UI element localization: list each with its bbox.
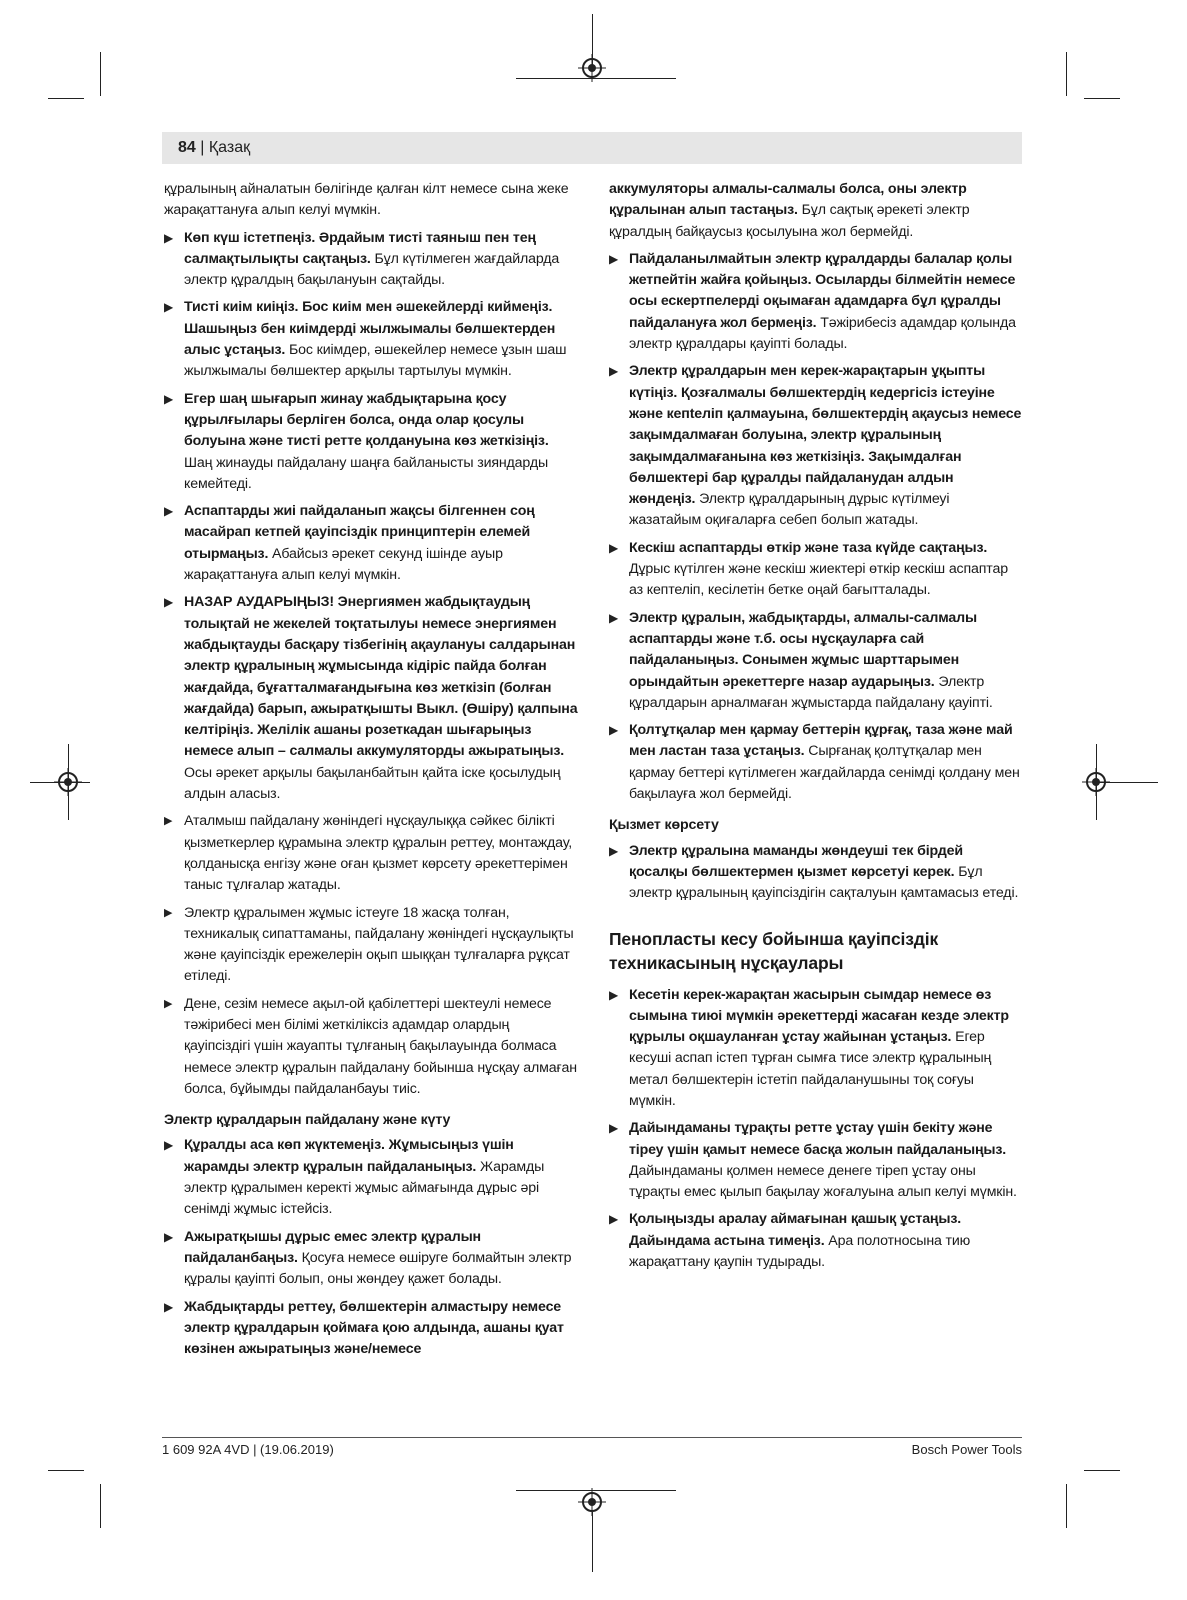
bullet-arrow-icon: ▶ (164, 906, 173, 919)
list-item (164, 1297, 578, 1361)
item-text: құралының айналатын бөлігінде қалған кілт немесе сына жеке жарақаттануға алып келуі мүмкін. (164, 181, 569, 219)
bullet-arrow-icon: ▶ (164, 504, 174, 519)
crop-mark (1096, 744, 1097, 820)
item-text: Егер кесуші аспап істеп тұрған сымға тисе электр құралының метал бөлшектерін істетіп пайдаланушыны тоқ соғуы мүмкін. (629, 1029, 992, 1109)
list-item (164, 1227, 578, 1291)
continued-paragraph (609, 179, 1023, 243)
list-item (609, 1209, 1023, 1273)
item-emphasis: Қолтұтқалар мен қармау беттерін құрғақ, таза және май мен ластан таза ұстаңыз. (629, 722, 1013, 760)
item-emphasis: Дайындаманы тұрақты ретте ұстау үшін бекіту және тіреу үшін қамыт немесе басқа жолын пайдаланыңыз. (629, 1120, 1007, 1158)
page-number: 84 (178, 139, 196, 156)
bullet-arrow-icon: ▶ (164, 997, 173, 1010)
crop-mark (592, 1512, 593, 1572)
list-item (164, 592, 578, 805)
crop-mark (1098, 782, 1158, 783)
item-emphasis: Кесетін керек-жарақтан жасырын сымдар немесе өз сымына тиюі мүмкін әрекеттерді жасаған кезде электр құрылы оқшауланған ұстау жайынан ұстаңыз. (629, 986, 1009, 1046)
list-item (164, 501, 578, 586)
item-emphasis: Электр құралына маманды жөндеуші тек бірдей қосалқы бөлшектермен қызмет көрсетуі керек. (629, 842, 963, 880)
list-item (609, 361, 1023, 531)
bullet-arrow-icon: ▶ (164, 1229, 174, 1244)
crop-mark (30, 782, 90, 783)
item-emphasis: Аспаптарды жиі пайдаланып жақсы білгеннен соң масайрап кетпей қауіпсіздік принциптерін елемей отырмаңыз. (184, 503, 535, 562)
item-emphasis: Жабдықтарды реттеу, бөлшектерін алмастыру немесе электр құралдарын қоймаға қою алдында, ашаны қуат көзінен ажыратыңыз және/немесе (184, 1298, 564, 1358)
item-emphasis: аккумуляторы алмалы-салмалы болса, оны электр құралынан алып тастаңыз. (609, 181, 967, 219)
crop-mark (48, 98, 84, 99)
list-item (609, 249, 1023, 355)
item-text: Электр құралдарын арналмаған жұмыстарда пайдалану қауіпті. (629, 673, 993, 711)
bullet-arrow-icon: ▶ (164, 1299, 174, 1314)
right-column (609, 179, 1023, 1279)
bullet-arrow-icon: ▶ (164, 815, 173, 828)
item-text: Дене, сезім немесе ақыл-ой қабілеттері шектеулі немесе тәжірибесі мен білімі жеткіліксіз адамдар олардың қауіпсіздігі үшін жауапты тұлғаның бақылауында болмаса немесе электр құралын пайдалану бойынша нұсқау алмаған болса, бұйымды пайдаланбауы тиіс. (184, 995, 577, 1097)
left-column (164, 179, 578, 1366)
item-emphasis: Қолыңызды аралау аймағынан қашық ұстаңыз. Дайындама астына тимеңіз. (629, 1211, 962, 1249)
item-text: Қосуға немесе өшіруге болмайтын электр құралы қауіпті болып, оны жөндеу қажет болады. (184, 1249, 572, 1288)
bullet-arrow-icon: ▶ (164, 1138, 174, 1153)
item-text: Шаң жинауды пайдалану шаңға байланысты зияндарды кемейтеді. (184, 454, 549, 492)
item-text: Дайындаманы қолмен немесе денеге тіреп ұстау оны тұрақты емес қылып бақылау жоғалуына алып келуі мүмкін. (629, 1162, 1017, 1201)
item-text: Ара полотносына тию жарақаттану қаупін тудырады. (629, 1232, 971, 1271)
list-item (609, 608, 1023, 714)
item-emphasis: Егер шаң шығарып жинау жабдықтарына қосу құрылғылары берліген болса, онда олар қосулы болуына және тисті ретте қолдануына көз жеткізіңіз. (184, 390, 549, 450)
bullet-arrow-icon: ▶ (164, 300, 174, 315)
bullet-arrow-icon: ▶ (164, 595, 174, 610)
crop-mark (1066, 1484, 1067, 1528)
item-text: Абайсыз әрекет секунд ішінде ауыр жарақаттануға алып келуі мүмкін. (184, 545, 503, 584)
crop-mark (68, 744, 69, 820)
item-text: Сырғанақ қолтұтқалар мен қармау беттері күтілмеген жағдайларда сенімді қолдану мен бақылауға жол бермейді. (629, 743, 1020, 803)
bullet-arrow-icon: ▶ (609, 610, 619, 625)
item-emphasis: Электр құралдарын мен керек-жарақтарын ұқыпты күтіңіз. Қозғалмалы бөлшектердің кедергісіз істеуіне және кепteліп қалмауына, бөлшектердің ақаусыз немесе зақымдалмаған болуына, электр құралының зақымдалмағанына көз жеткізіңіз. Зақымдалған бөлшектері бар құралды пайдаланудан алдын жөндеңіз. (629, 363, 1022, 508)
list-item (164, 903, 578, 988)
item-emphasis: Тисті киім киіңіз. Бос киім мен әшекейлерді киймеңіз. Шашыңыз бен киімдерді жылжымалы бөлшектерден алыс ұстаңыз. (184, 299, 556, 359)
crop-mark (48, 1470, 84, 1471)
item-emphasis: Электр құралын, жабдықтарды, алмалы-салмалы аспаптарды және т.б. осы нұсқауларға сай пайдаланыңыз. Сонымен жұмыс шарттарымен орындайтын әрекеттерге назар аударыңыз. (629, 609, 977, 690)
item-text: Бұл сақтық әрекеті электр құралдың байқаусыз қосылуына жол бермейді. (609, 202, 970, 240)
footer-brand: Bosch Power Tools (911, 1442, 1022, 1457)
continued-paragraph (164, 179, 578, 222)
crop-mark (100, 1484, 101, 1528)
bullet-arrow-icon: ▶ (609, 843, 619, 858)
bullet-arrow-icon: ▶ (609, 251, 619, 266)
section-subheading: Қызмет көрсету (609, 817, 719, 834)
item-text: Бос киімдер, әшекейлер немесе ұзын шаш жылжымалы бөлшектер арқылы тартылуы мүмкін. (184, 342, 567, 380)
bullet-arrow-icon: ▶ (609, 540, 619, 555)
list-item (164, 1135, 578, 1220)
list-item (164, 228, 578, 292)
item-text: Бұл электр құралының қауіпсіздігін сақталуын қамтамасыз етеді. (629, 863, 1019, 902)
item-text: Электр құралдарының дұрыс күтілмеуі жазатайым оқиғаларға себеп болып жатады. (629, 491, 950, 529)
item-text: Аталмыш пайдалану жөніндегі нұсқаулыққа сәйкес білікті қызметкерлер құрамына электр құралын реттеу, монтаждау, қолданысқа енгізу және оған қызмет көрсету әрекеттерімен таныс тұлғалар жатады. (184, 813, 573, 894)
crop-mark (1066, 52, 1067, 96)
registration-mark-icon (578, 54, 606, 82)
bullet-arrow-icon: ▶ (609, 1212, 619, 1227)
list-item (164, 297, 578, 382)
item-text: Дұрыс күтілген және кескіш жиектері өткір кескіш аспаптар аз кептеліп, кесілетін бетке оңай бағытталады. (629, 561, 1008, 599)
item-text: Осы әрекет арқылы бақыланбайтын қайта іске қосылудың алдын аласыз. (184, 764, 561, 803)
language-label: Қазақ (208, 139, 251, 156)
item-text: Жарамды электр құралымен керекті жұмыс аймағында дұрыс әрі сенімді жұмыс істейсіз. (184, 1158, 545, 1218)
crop-mark (100, 52, 101, 96)
registration-mark-icon (578, 1488, 606, 1516)
list-item (609, 841, 1023, 905)
bullet-arrow-icon: ▶ (609, 364, 619, 379)
item-text: Электр құралымен жұмыс істеуге 18 жасқа толған, техникалық сипаттаманы, пайдалану жөніндегі нұсқаулықты және қауіпсіздік ережелерін оқып шыққан тұлғаларға рұқсат етіледі. (184, 904, 574, 985)
item-emphasis: НАЗАР АУДАРЫҢЫЗ! Энергиямен жабдықтаудың толықтай не жекелей тоқтатылуы немесе энергиямен жабдықтауды басқару тізбегінің ақаулануы салдарынан электр құралының жұмысында кідіріс пайда болған жағдайда, бұғатталмағандығына көз жеткізіп (болған жағдайда) барып, ажыратқышты Выкл. (Өшіру) қалпына келтіріңіз. Желілік ашаны розеткадан шығарыңыз немесе алып – салмалы аккумуляторды ажыратыңыз. (184, 594, 578, 760)
crop-mark (1084, 98, 1120, 99)
list-item (164, 389, 578, 495)
footer-divider (162, 1437, 1022, 1438)
crop-mark (1084, 1470, 1120, 1471)
bullet-arrow-icon: ▶ (609, 1121, 619, 1136)
list-item (609, 1118, 1023, 1203)
list-item (609, 538, 1023, 602)
item-emphasis: Ажыратқышы дұрыс емес электр құралын пайдаланбаңыз. (184, 1228, 481, 1266)
list-item (164, 994, 578, 1100)
section-subheading: Электр құралдарын пайдалану және күту (164, 1112, 451, 1129)
list-item (164, 811, 578, 896)
item-emphasis: Көп күш істетпеңіз. Әрдайым тисті таяныш пен тең салмақтылықты сақтаңыз. (184, 229, 536, 267)
footer-doc-code: 1 609 92A 4VD | (19.06.2019) (162, 1442, 334, 1457)
page-header-bar (162, 132, 1022, 164)
item-emphasis: Пайдаланылмайтын электр құралдарды балалар қолы жетпейтін жайға қойыңыз. Осыларды білмейтін немесе осы ескертпелерді оқымаған адамдарға бұл құралды пайдалануға жол бермеңіз. (629, 250, 1016, 331)
item-emphasis: Кескіш аспаптарды өткір және таза күйде сақтаңыз. (629, 539, 988, 556)
page-header: 84 | Қазақ (178, 139, 251, 156)
bullet-arrow-icon: ▶ (164, 230, 174, 245)
list-item (609, 720, 1023, 805)
list-item (609, 985, 1023, 1113)
bullet-arrow-icon: ▶ (609, 723, 619, 738)
item-text: Бұл күтілмеген жағдайларда электр құралдың бақылануын сақтайды. (184, 250, 560, 289)
item-text: Тәжірибесіз адамдар қолында электр құралдары қауіпті болады. (629, 314, 1016, 353)
bullet-arrow-icon: ▶ (164, 391, 174, 406)
bullet-arrow-icon: ▶ (609, 987, 619, 1002)
item-emphasis: Құралды аса көп жүктемеңіз. Жұмысыңыз үшін жарамды электр құралын пайдаланыңыз. (184, 1137, 514, 1175)
section-heading: Пенопласты кесу бойынша қауіпсіздік техникасының нұсқаулары (609, 928, 939, 973)
